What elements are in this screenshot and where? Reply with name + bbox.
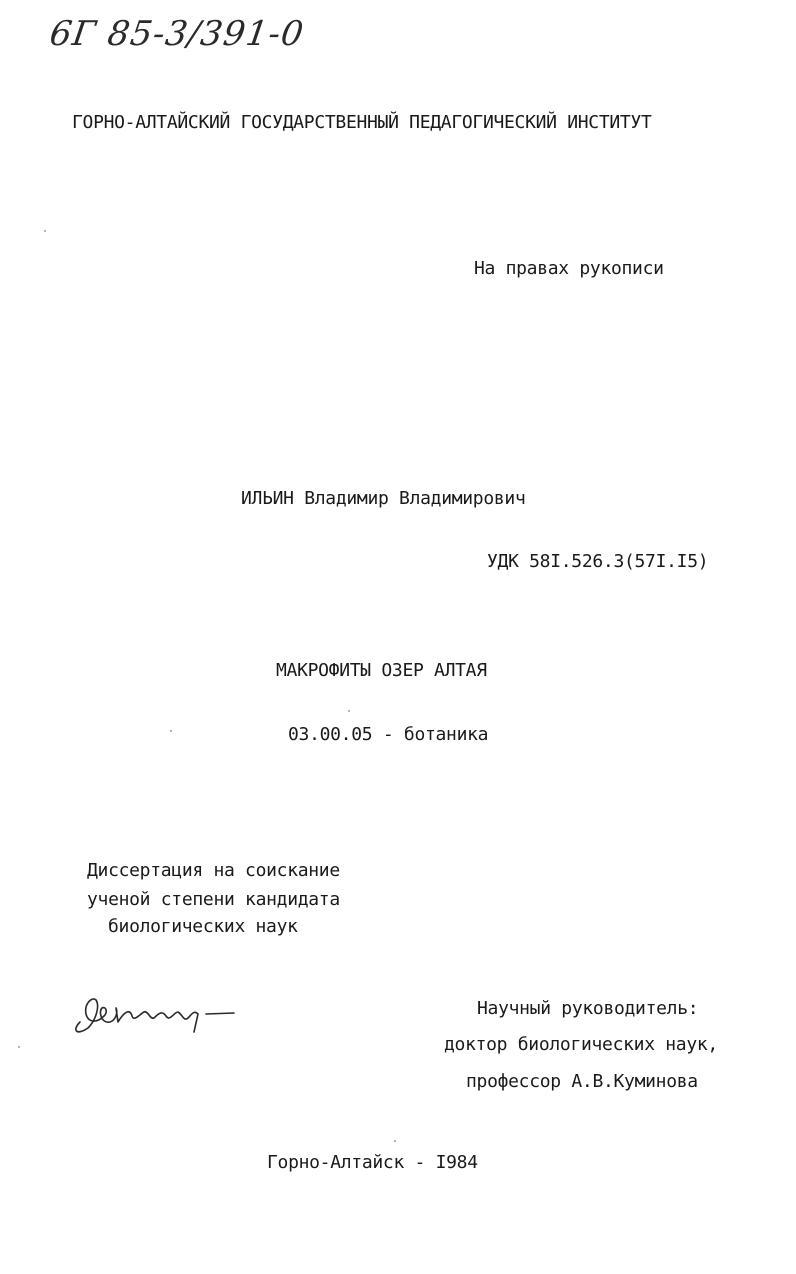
institute-name: ГОРНО-АЛТАЙСКИЙ ГОСУДАРСТВЕННЫЙ ПЕДАГОГИЧЕСКИЙ ИНСТИТУТ — [72, 112, 652, 133]
archive-mark: 6Г 85-3/391-0 — [47, 14, 307, 54]
dissertation-line-2: ученой степени кандидата — [87, 889, 340, 910]
supervisor-line-1: Научный руководитель: — [477, 998, 699, 1019]
scan-speck — [18, 1046, 20, 1048]
scan-speck — [394, 1140, 396, 1142]
dissertation-line-1: Диссертация на соискание — [87, 860, 340, 881]
rights-notice: На правах рукописи — [474, 258, 664, 279]
scan-speck — [348, 710, 350, 712]
author-name: ИЛЬИН Владимир Владимирович — [241, 488, 526, 509]
supervisor-line-2: доктор биологических наук, — [444, 1034, 718, 1055]
scan-speck — [44, 230, 46, 232]
dissertation-line-3: биологических наук — [108, 916, 298, 937]
specialty-code: 03.00.05 - ботаника — [288, 724, 489, 745]
handwritten-signature — [66, 990, 246, 1040]
scan-speck — [170, 730, 172, 732]
supervisor-line-3: профессор А.В.Куминова — [466, 1071, 698, 1092]
place-and-year: Горно-Алтайск - I984 — [267, 1152, 478, 1173]
dissertation-title: МАКРОФИТЫ ОЗЕР АЛТАЯ — [276, 660, 487, 681]
udc-code: УДК 58I.526.3(57I.I5) — [487, 551, 709, 572]
